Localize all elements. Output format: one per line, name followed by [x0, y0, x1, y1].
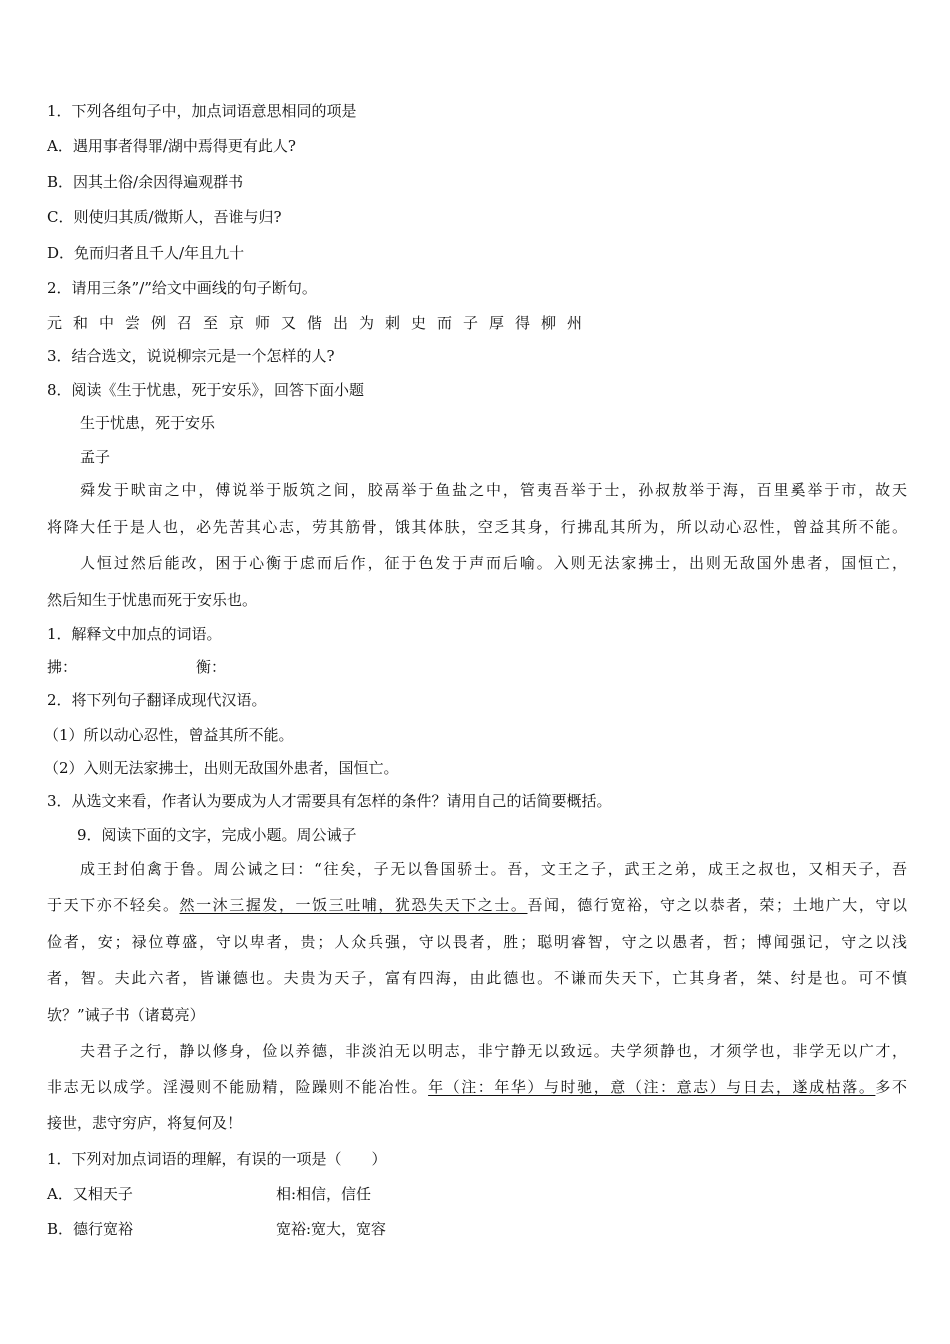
q9-paragraph-1-line-1: 成王封伯禽于鲁。周公诫之曰：“往矣，子无以鲁国骄士。吾，文王之子，武王之弟，成王之叔也，又相天子，吾 [80, 860, 907, 878]
option-a: A．遇用事者得罪/湖中焉得更有此人? [47, 137, 296, 155]
option-c: C．则使归其质/微斯人，吾谁与归? [47, 208, 282, 226]
q8-paragraph-2-line-1: 人恒过然后能改，困于心衡于虑而后作，征于色发于声而后喻。入则无法家拂士，出则无敌国外患者，国恒亡， [80, 554, 907, 572]
q9-paragraph-1-line-3: 俭者，安；禄位尊盛，守以卑者，贵；人众兵强，守以畏者，胜；聪明睿智，守之以愚者，哲；博闻强记，守之以浅 [47, 933, 907, 951]
q8-question-1: 1．解释文中加点的词语。 [47, 625, 222, 643]
q9-paragraph-1-line-4: 者，智。夫此六者，皆谦德也。夫贵为天子，富有四海，由此德也。不谦而失天下，亡其身者，桀、纣是也。可不慎 [47, 969, 907, 987]
q9-paragraph-1-line-2 [47, 895, 907, 917]
q8-paragraph-1-line-2: 将降大任于是人也，必先苦其心志，劳其筋骨，饿其体肤，空乏其身，行拂乱其所为，所以动心忍性，曾益其所不能。 [47, 518, 907, 536]
q9-p1-l2-before: 于天下亦不轻矣。 [47, 896, 180, 914]
q9-paragraph-1-line-5: 欤？”诫子书（诸葛亮） [47, 1006, 205, 1024]
q8-heading: 8．阅读《生于忧患，死于安乐》，回答下面小题 [47, 381, 365, 399]
q9-option-a-left: A．又相天子 [47, 1185, 133, 1203]
q9-paragraph-2-line-1: 夫君子之行，静以修身，俭以养德，非淡泊无以明志，非宁静无以致远。夫学须静也，才须学也，非学无以广才， [80, 1042, 907, 1060]
q8-passage-title: 生于忧患，死于安乐 [80, 414, 216, 432]
q9-question-1: 1．下列对加点词语的理解，有误的一项是（ ） [47, 1150, 387, 1168]
q8-word-fu: 拂： [47, 658, 78, 676]
segmentation-sentence: 元和中尝例召至京师又偕出为刺史而子厚得柳州 [47, 314, 594, 332]
option-b: B．因其土俗/余因得遍观群书 [47, 173, 244, 191]
q9-option-b-left: B．德行宽裕 [47, 1220, 134, 1238]
q9-option-b-right: 宽裕:宽大，宽容 [276, 1220, 387, 1238]
q8-question-2: 2．将下列句子翻译成现代汉语。 [47, 691, 267, 709]
q9-p2-l2-after: 多不 [875, 1078, 907, 1096]
q8-passage-author: 孟子 [80, 448, 111, 466]
q9-underlined-sentence-1: 然一沐三握发，一饭三吐哺，犹恐失天下之士。 [179, 896, 528, 914]
question-1-text: 1．下列各组句子中，加点词语意思相同的项是 [47, 102, 357, 120]
q9-p2-l2-before: 非志无以成学。淫漫则不能励精，险躁则不能冶性。 [47, 1078, 429, 1096]
q8-paragraph-1-line-1: 舜发于畎亩之中，傅说举于版筑之间，胶鬲举于鱼盐之中，管夷吾举于士，孙叔敖举于海，百里奚举于市，故天 [80, 481, 907, 499]
q8-sentence-2: （2）入则无法家拂士，出则无敌国外患者，国恒亡。 [44, 759, 399, 777]
q9-heading: 9．阅读下面的文字，完成小题。周公诫子 [77, 826, 357, 844]
option-d: D．免而归者且千人/年且九十 [47, 244, 245, 262]
q9-paragraph-2-line-3: 接世，悲守穷庐，将复何及！ [47, 1114, 243, 1132]
question-2-text: 2．请用三条”/”给文中画线的句子断句。 [47, 279, 317, 297]
q9-option-a-right: 相:相信，信任 [276, 1185, 372, 1203]
q8-word-heng: 衡： [196, 658, 227, 676]
q8-sentence-1: （1）所以动心忍性，曾益其所不能。 [44, 726, 294, 744]
q9-paragraph-2-line-2 [47, 1077, 907, 1099]
q9-underlined-sentence-2: 年（注：年华）与时驰，意（注：意志）与日去，遂成枯落。 [428, 1078, 876, 1096]
q9-p1-l2-after: 吾闻，德行宽裕，守之以恭者，荣；土地广大，守以 [527, 896, 907, 914]
q8-paragraph-2-line-2: 然后知生于忧患而死于安乐也。 [47, 591, 258, 609]
question-3-text: 3．结合选文，说说柳宗元是一个怎样的人? [47, 347, 335, 365]
q8-question-3: 3．从选文来看，作者认为要成为人才需要具有怎样的条件？请用自己的话简要概括。 [47, 792, 612, 810]
